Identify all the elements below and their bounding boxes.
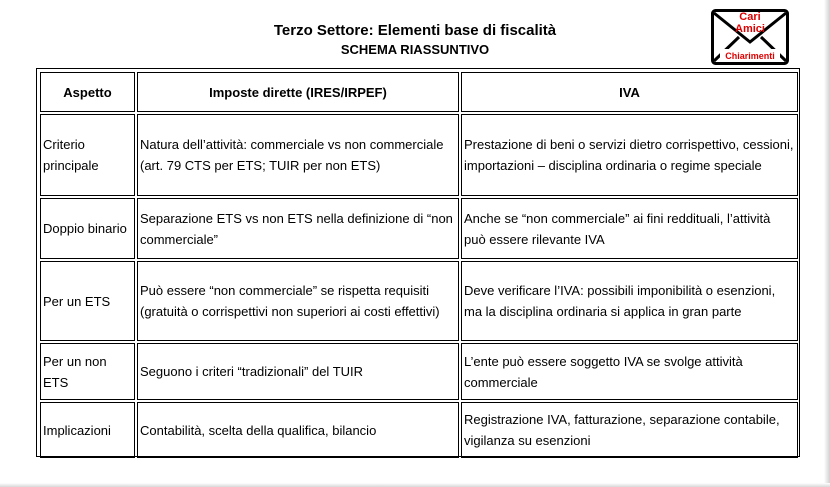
cell-imposte: Può essere “non commerciale” se rispetta requisiti (gratuità o corrispettivi non superiori ai costi effettivi) bbox=[137, 261, 459, 341]
page-bottom-shadow bbox=[0, 483, 830, 487]
cell-aspetto: Doppio binario bbox=[40, 198, 135, 259]
cell-iva: Anche se “non commerciale” ai fini reddituali, l’attività può essere rilevante IVA bbox=[461, 198, 798, 259]
cell-iva: L’ente può essere soggetto IVA se svolge attività commerciale bbox=[461, 343, 798, 400]
document-subtitle: SCHEMA RIASSUNTIVO bbox=[340, 42, 490, 57]
logo-text-amici: Amici bbox=[735, 23, 765, 35]
table-row bbox=[40, 261, 798, 341]
cell-imposte: Separazione ETS vs non ETS nella definizione di “non commerciale” bbox=[137, 198, 459, 259]
summary-table bbox=[38, 70, 800, 460]
logo-text-chiarimenti: Chiarimenti bbox=[725, 51, 775, 61]
table-row bbox=[40, 114, 798, 196]
cell-imposte: Contabilità, scelta della qualifica, bilancio bbox=[137, 402, 459, 458]
cari-amici-logo bbox=[711, 9, 789, 65]
header-imposte-dirette: Imposte dirette (IRES/IRPEF) bbox=[137, 72, 459, 112]
header-iva: IVA bbox=[461, 72, 798, 112]
page-edge-shadow bbox=[824, 0, 830, 487]
cell-imposte: Natura dell’attività: commerciale vs non commerciale (art. 79 CTS per ETS; TUIR per non ETS) bbox=[137, 114, 459, 196]
table-row bbox=[40, 343, 798, 400]
cell-aspetto: Per un ETS bbox=[40, 261, 135, 341]
cell-aspetto: Per un non ETS bbox=[40, 343, 135, 400]
table-row bbox=[40, 198, 798, 259]
cell-imposte: Seguono i criteri “tradizionali” del TUIR bbox=[137, 343, 459, 400]
cell-iva: Prestazione di beni o servizi dietro corrispettivo, cessioni, importazioni – disciplina ordinaria o regime speciale bbox=[461, 114, 798, 196]
cell-aspetto: Criterio principale bbox=[40, 114, 135, 196]
table-row bbox=[40, 402, 798, 458]
table-header-row bbox=[40, 72, 798, 112]
document-title: Terzo Settore: Elementi base di fiscalità bbox=[273, 22, 557, 39]
cell-iva: Deve verificare l’IVA: possibili imponibilità o esenzioni, ma la disciplina ordinaria si applica in gran parte bbox=[461, 261, 798, 341]
cell-aspetto: Implicazioni bbox=[40, 402, 135, 458]
header-aspetto: Aspetto bbox=[40, 72, 135, 112]
logo-text-cari: Cari bbox=[739, 11, 761, 23]
cell-iva: Registrazione IVA, fatturazione, separazione contabile, vigilanza su esenzioni bbox=[461, 402, 798, 458]
